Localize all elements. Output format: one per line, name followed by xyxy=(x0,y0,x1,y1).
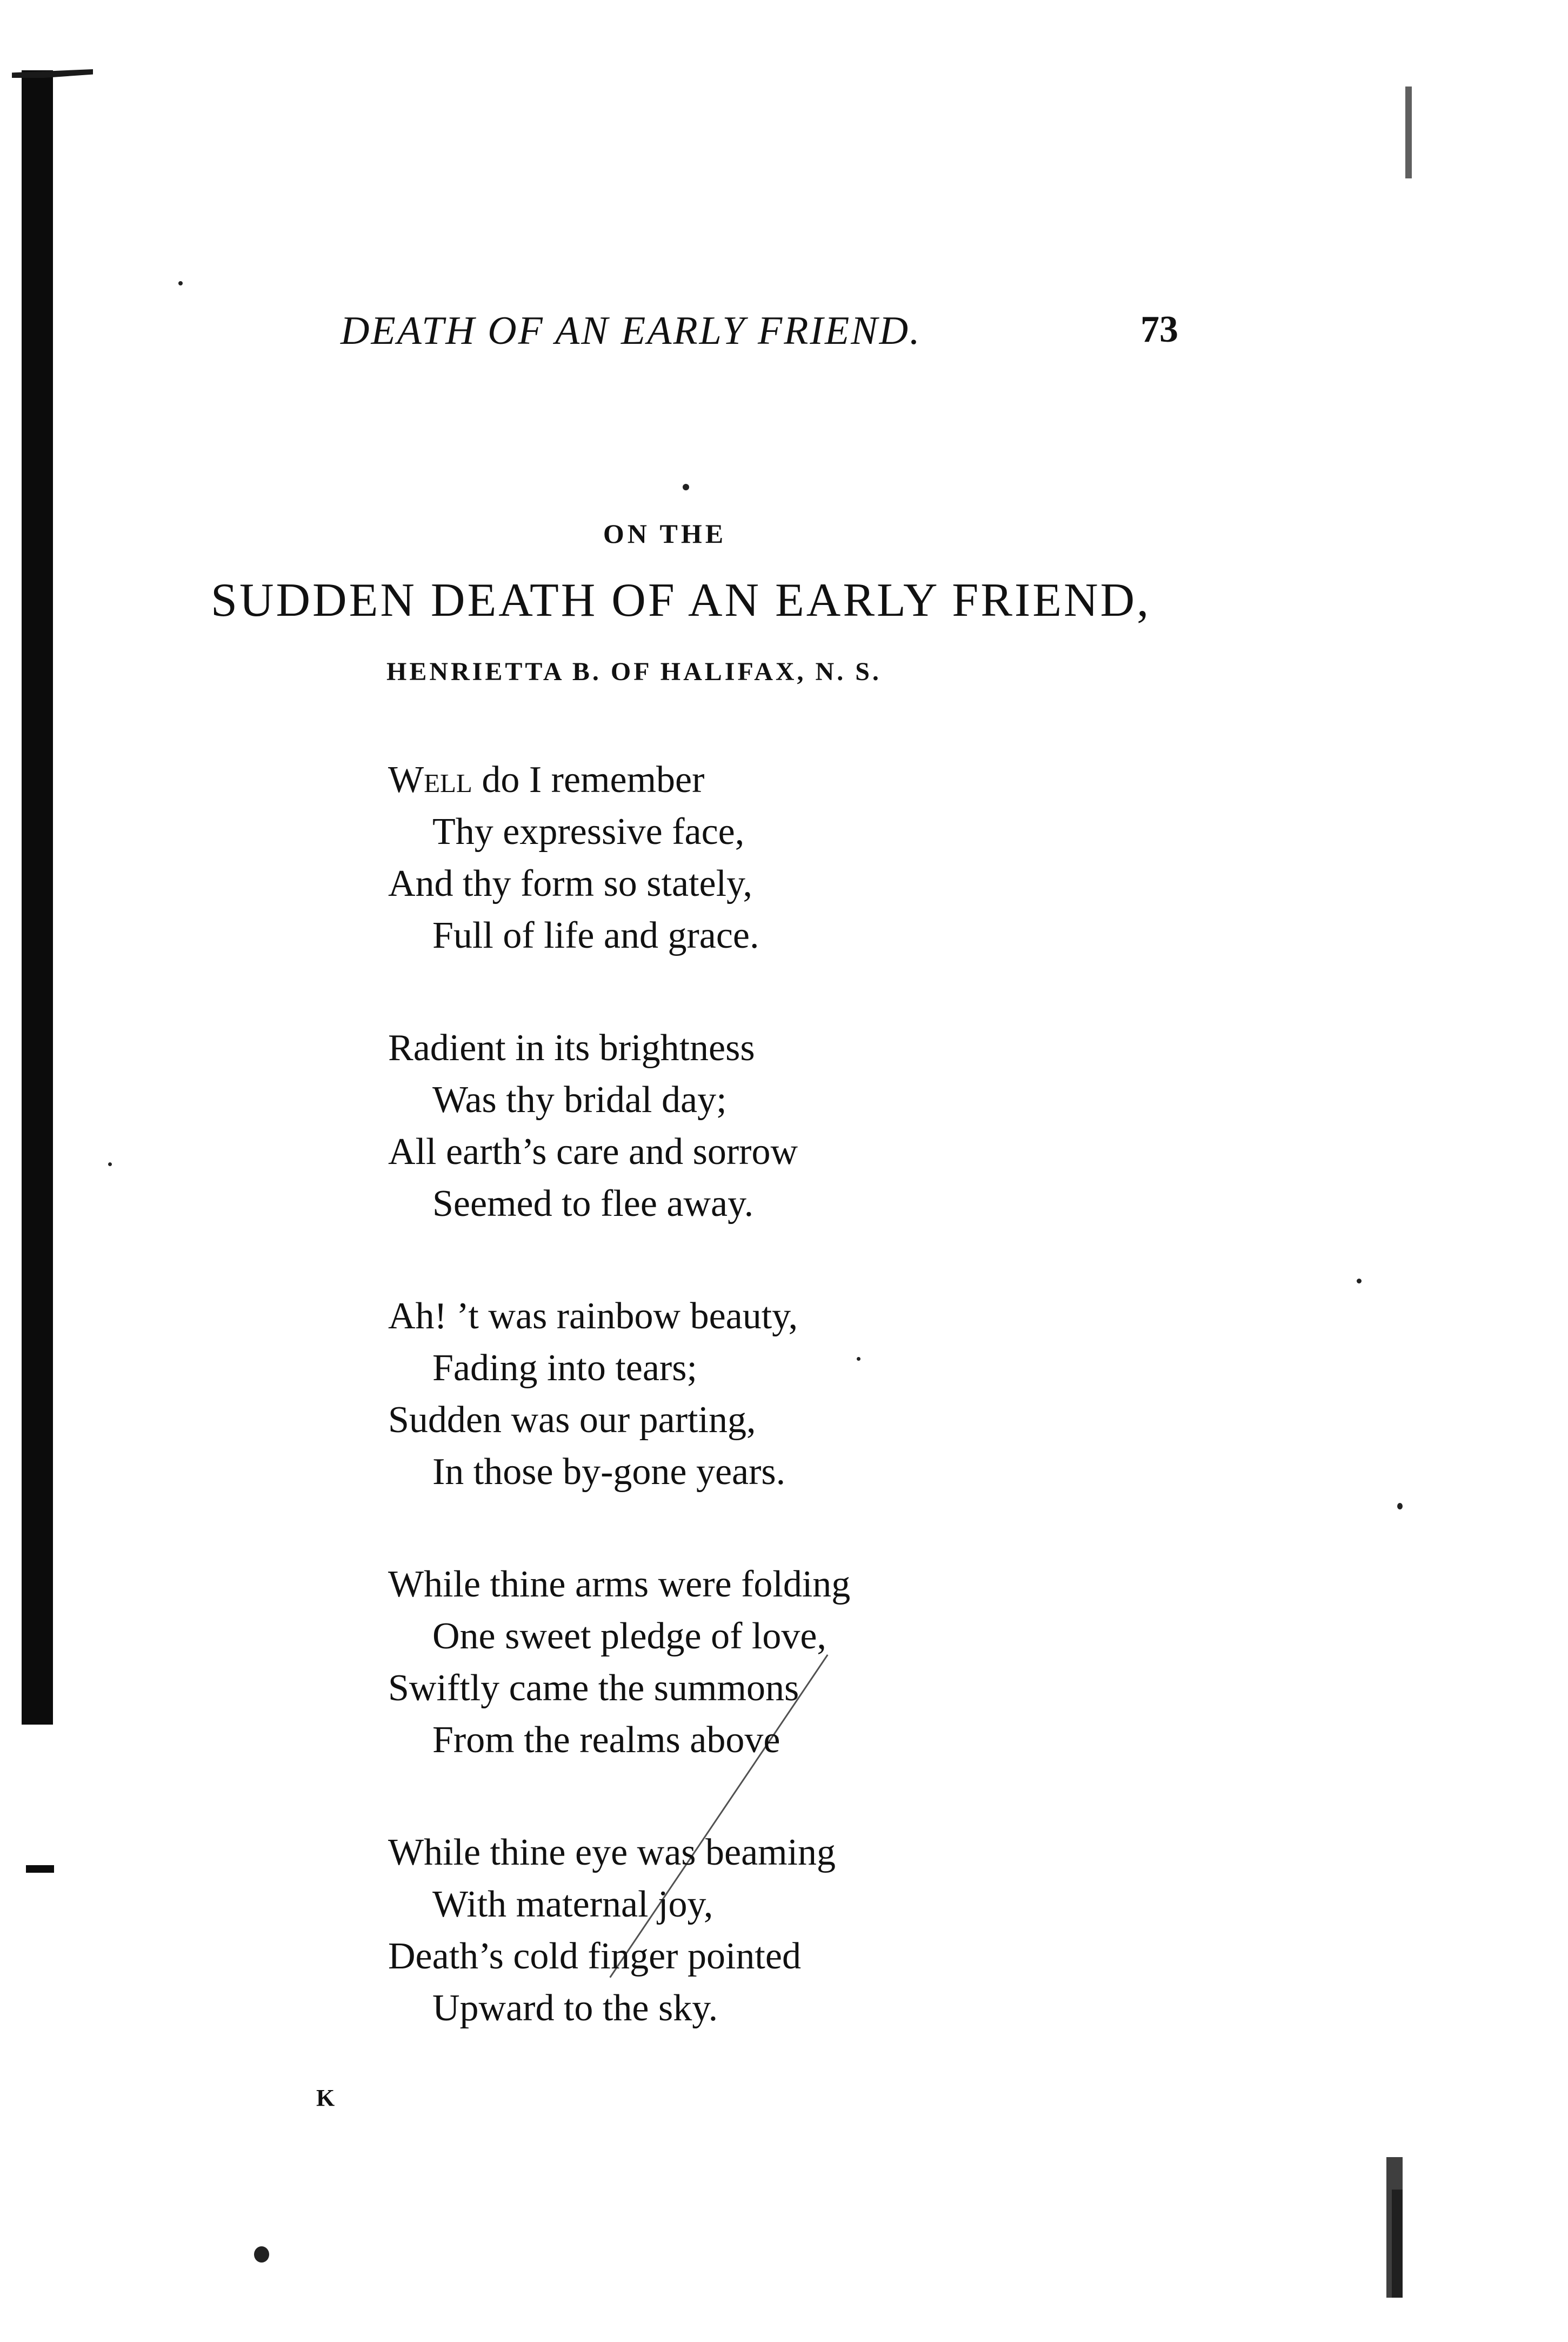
running-header xyxy=(341,308,1178,362)
poem-line: Swiftly came the summons xyxy=(388,1667,799,1709)
poem-line: Was thy bridal day; xyxy=(432,1079,727,1121)
stanza xyxy=(388,754,1145,962)
line-text: do I remember xyxy=(472,759,705,801)
speck xyxy=(1357,1279,1362,1283)
poem-line: Full of life and grace. xyxy=(432,915,759,956)
poem-line: Seemed to flee away. xyxy=(432,1183,754,1225)
poem-line: While thine eye was beaming xyxy=(388,1832,836,1873)
title-prefix: ON THE xyxy=(603,518,727,549)
binding-shadow xyxy=(22,70,53,1725)
poem-line: All earth’s care and sorrow xyxy=(388,1131,798,1173)
poem-line xyxy=(388,754,1145,806)
poem-line: Sudden was our parting, xyxy=(388,1399,756,1441)
stanza xyxy=(388,1827,1145,2034)
edge-noise xyxy=(1392,2190,1403,2298)
poem-subtitle: HENRIETTA B. OF HALIFAX, N. S. xyxy=(386,657,882,686)
poem-line: Ah! ’t was rainbow beauty, xyxy=(388,1295,798,1337)
stanza xyxy=(388,1559,1145,1766)
speck xyxy=(108,1162,112,1166)
drop-word: Well xyxy=(388,759,472,801)
poem-line: Radient in its brightness xyxy=(388,1027,755,1069)
stanza xyxy=(388,1290,1145,1498)
poem-title: SUDDEN DEATH OF AN EARLY FRIEND, xyxy=(211,574,1151,627)
edge-noise xyxy=(1405,87,1412,178)
poem-line: In those by-gone years. xyxy=(432,1451,786,1493)
running-title: DEATH OF AN EARLY FRIEND. xyxy=(341,309,922,353)
poem-line: With maternal joy, xyxy=(432,1884,713,1925)
poem-line: From the realms above xyxy=(432,1719,780,1761)
margin-mark xyxy=(26,1865,54,1873)
speck xyxy=(178,281,183,285)
poem-body xyxy=(388,754,1145,2095)
signature-mark: K xyxy=(316,2085,335,2111)
poem-line: While thine arms were folding xyxy=(388,1563,851,1605)
speck xyxy=(254,2246,269,2263)
poem-line: Death’s cold finger pointed xyxy=(388,1935,801,1977)
stanza xyxy=(388,1022,1145,1230)
poem-line: Thy expressive face, xyxy=(432,811,745,853)
speck xyxy=(683,484,689,490)
poem-line: And thy form so stately, xyxy=(388,863,752,904)
page-number: 73 xyxy=(1140,309,1178,350)
poem-line: Upward to the sky. xyxy=(432,1987,718,2029)
poem-line: Fading into tears; xyxy=(432,1347,697,1389)
poem-line: One sweet pledge of love, xyxy=(432,1615,826,1657)
speck xyxy=(1397,1503,1403,1509)
